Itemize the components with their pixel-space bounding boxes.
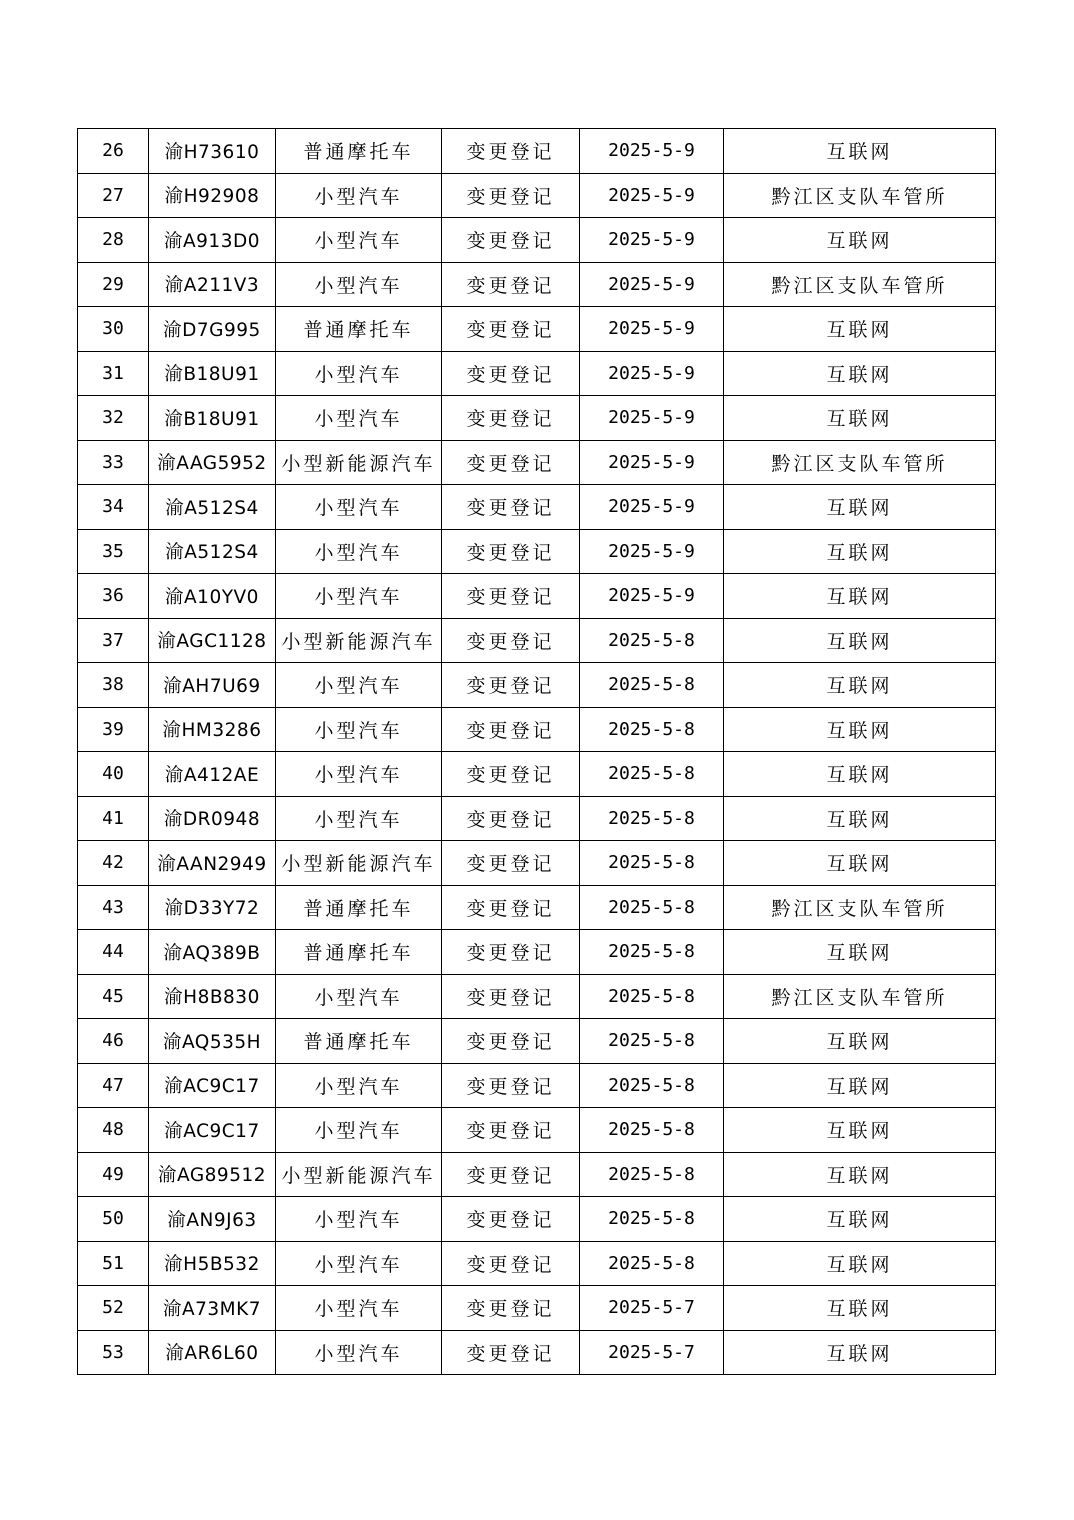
- date-cell: 2025-5-8: [580, 618, 724, 663]
- business-type-cell: 变更登记: [442, 1152, 580, 1197]
- date-cell: 2025-5-8: [580, 1108, 724, 1153]
- business-type-cell: 变更登记: [442, 707, 580, 752]
- plate-number-cell: 渝AG89512: [149, 1152, 276, 1197]
- table-row: [78, 618, 996, 663]
- row-number-cell: 48: [78, 1108, 149, 1153]
- row-number-cell: 33: [78, 440, 149, 485]
- row-number-cell: 38: [78, 663, 149, 708]
- date-cell: 2025-5-9: [580, 129, 724, 174]
- table-row: [78, 1286, 996, 1331]
- plate-number-cell: 渝HM3286: [149, 707, 276, 752]
- plate-number-cell: 渝AC9C17: [149, 1063, 276, 1108]
- business-type-cell: 变更登记: [442, 1286, 580, 1331]
- vehicle-type-cell: 小型汽车: [276, 574, 442, 619]
- date-cell: 2025-5-7: [580, 1330, 724, 1375]
- table-row: [78, 841, 996, 886]
- table-row: [78, 930, 996, 975]
- date-cell: 2025-5-9: [580, 440, 724, 485]
- date-cell: 2025-5-9: [580, 262, 724, 307]
- row-number-cell: 52: [78, 1286, 149, 1331]
- table-row: [78, 307, 996, 352]
- plate-number-cell: 渝AQ535H: [149, 1019, 276, 1064]
- vehicle-type-cell: 小型汽车: [276, 707, 442, 752]
- plate-number-cell: 渝AC9C17: [149, 1108, 276, 1153]
- row-number-cell: 39: [78, 707, 149, 752]
- date-cell: 2025-5-9: [580, 485, 724, 530]
- row-number-cell: 41: [78, 796, 149, 841]
- row-number-cell: 43: [78, 885, 149, 930]
- plate-number-cell: 渝AN9J63: [149, 1197, 276, 1242]
- vehicle-type-cell: 小型汽车: [276, 663, 442, 708]
- business-type-cell: 变更登记: [442, 529, 580, 574]
- vehicle-type-cell: 小型汽车: [276, 1330, 442, 1375]
- table-row: [78, 1241, 996, 1286]
- vehicle-type-cell: 小型新能源汽车: [276, 618, 442, 663]
- date-cell: 2025-5-9: [580, 218, 724, 263]
- table-row: [78, 218, 996, 263]
- table-row: [78, 129, 996, 174]
- plate-number-cell: 渝AQ389B: [149, 930, 276, 975]
- vehicle-type-cell: 小型汽车: [276, 1063, 442, 1108]
- table-row: [78, 262, 996, 307]
- office-cell: 互联网: [724, 529, 996, 574]
- plate-number-cell: 渝A73MK7: [149, 1286, 276, 1331]
- row-number-cell: 40: [78, 752, 149, 797]
- table-row: [78, 396, 996, 441]
- table-row: [78, 440, 996, 485]
- business-type-cell: 变更登记: [442, 574, 580, 619]
- date-cell: 2025-5-9: [580, 351, 724, 396]
- business-type-cell: 变更登记: [442, 796, 580, 841]
- office-cell: 互联网: [724, 1152, 996, 1197]
- vehicle-type-cell: 小型汽车: [276, 752, 442, 797]
- row-number-cell: 46: [78, 1019, 149, 1064]
- plate-number-cell: 渝AGC1128: [149, 618, 276, 663]
- date-cell: 2025-5-8: [580, 663, 724, 708]
- plate-number-cell: 渝A412AE: [149, 752, 276, 797]
- vehicle-type-cell: 小型新能源汽车: [276, 841, 442, 886]
- table-row: [78, 1197, 996, 1242]
- table-row: [78, 1019, 996, 1064]
- vehicle-type-cell: 小型汽车: [276, 796, 442, 841]
- business-type-cell: 变更登记: [442, 663, 580, 708]
- office-cell: 互联网: [724, 1108, 996, 1153]
- vehicle-type-cell: 小型汽车: [276, 529, 442, 574]
- vehicle-type-cell: 小型汽车: [276, 396, 442, 441]
- row-number-cell: 34: [78, 485, 149, 530]
- office-cell: 互联网: [724, 1330, 996, 1375]
- business-type-cell: 变更登记: [442, 752, 580, 797]
- table-row: [78, 707, 996, 752]
- vehicle-type-cell: 普通摩托车: [276, 307, 442, 352]
- vehicle-type-cell: 小型新能源汽车: [276, 1152, 442, 1197]
- date-cell: 2025-5-9: [580, 307, 724, 352]
- date-cell: 2025-5-8: [580, 707, 724, 752]
- office-cell: 互联网: [724, 218, 996, 263]
- vehicle-registration-table: [77, 128, 996, 1375]
- row-number-cell: 35: [78, 529, 149, 574]
- office-cell: 黔江区支队车管所: [724, 440, 996, 485]
- office-cell: 黔江区支队车管所: [724, 262, 996, 307]
- row-number-cell: 51: [78, 1241, 149, 1286]
- vehicle-type-cell: 小型新能源汽车: [276, 440, 442, 485]
- date-cell: 2025-5-9: [580, 396, 724, 441]
- vehicle-type-cell: 普通摩托车: [276, 129, 442, 174]
- date-cell: 2025-5-9: [580, 173, 724, 218]
- plate-number-cell: 渝A512S4: [149, 485, 276, 530]
- date-cell: 2025-5-7: [580, 1286, 724, 1331]
- row-number-cell: 30: [78, 307, 149, 352]
- office-cell: 互联网: [724, 796, 996, 841]
- plate-number-cell: 渝DR0948: [149, 796, 276, 841]
- vehicle-type-cell: 小型汽车: [276, 351, 442, 396]
- plate-number-cell: 渝AH7U69: [149, 663, 276, 708]
- office-cell: 黔江区支队车管所: [724, 173, 996, 218]
- date-cell: 2025-5-8: [580, 885, 724, 930]
- vehicle-type-cell: 小型汽车: [276, 262, 442, 307]
- table-row: [78, 529, 996, 574]
- row-number-cell: 49: [78, 1152, 149, 1197]
- office-cell: 互联网: [724, 1241, 996, 1286]
- business-type-cell: 变更登记: [442, 618, 580, 663]
- vehicle-type-cell: 小型汽车: [276, 1286, 442, 1331]
- plate-number-cell: 渝A211V3: [149, 262, 276, 307]
- business-type-cell: 变更登记: [442, 173, 580, 218]
- date-cell: 2025-5-8: [580, 1197, 724, 1242]
- vehicle-type-cell: 小型汽车: [276, 218, 442, 263]
- table-row: [78, 1063, 996, 1108]
- plate-number-cell: 渝AR6L60: [149, 1330, 276, 1375]
- business-type-cell: 变更登记: [442, 351, 580, 396]
- vehicle-type-cell: 小型汽车: [276, 485, 442, 530]
- date-cell: 2025-5-8: [580, 1019, 724, 1064]
- row-number-cell: 29: [78, 262, 149, 307]
- office-cell: 互联网: [724, 1019, 996, 1064]
- business-type-cell: 变更登记: [442, 841, 580, 886]
- row-number-cell: 27: [78, 173, 149, 218]
- plate-number-cell: 渝H73610: [149, 129, 276, 174]
- table-body: [78, 129, 996, 1375]
- date-cell: 2025-5-8: [580, 974, 724, 1019]
- office-cell: 互联网: [724, 351, 996, 396]
- date-cell: 2025-5-8: [580, 796, 724, 841]
- plate-number-cell: 渝H8B830: [149, 974, 276, 1019]
- table-row: [78, 1330, 996, 1375]
- plate-number-cell: 渝A512S4: [149, 529, 276, 574]
- vehicle-type-cell: 小型汽车: [276, 1241, 442, 1286]
- office-cell: 互联网: [724, 707, 996, 752]
- table-row: [78, 663, 996, 708]
- office-cell: 互联网: [724, 307, 996, 352]
- table-row: [78, 752, 996, 797]
- date-cell: 2025-5-8: [580, 1063, 724, 1108]
- business-type-cell: 变更登记: [442, 885, 580, 930]
- vehicle-type-cell: 小型汽车: [276, 173, 442, 218]
- business-type-cell: 变更登记: [442, 1241, 580, 1286]
- business-type-cell: 变更登记: [442, 1019, 580, 1064]
- plate-number-cell: 渝B18U91: [149, 351, 276, 396]
- vehicle-type-cell: 普通摩托车: [276, 1019, 442, 1064]
- row-number-cell: 53: [78, 1330, 149, 1375]
- office-cell: 互联网: [724, 1063, 996, 1108]
- business-type-cell: 变更登记: [442, 485, 580, 530]
- date-cell: 2025-5-8: [580, 1241, 724, 1286]
- table-row: [78, 173, 996, 218]
- date-cell: 2025-5-8: [580, 930, 724, 975]
- date-cell: 2025-5-8: [580, 841, 724, 886]
- vehicle-type-cell: 小型汽车: [276, 1108, 442, 1153]
- plate-number-cell: 渝AAN2949: [149, 841, 276, 886]
- plate-number-cell: 渝H92908: [149, 173, 276, 218]
- plate-number-cell: 渝B18U91: [149, 396, 276, 441]
- table-row: [78, 796, 996, 841]
- row-number-cell: 44: [78, 930, 149, 975]
- office-cell: 互联网: [724, 618, 996, 663]
- business-type-cell: 变更登记: [442, 440, 580, 485]
- plate-number-cell: 渝A10YV0: [149, 574, 276, 619]
- business-type-cell: 变更登记: [442, 1330, 580, 1375]
- business-type-cell: 变更登记: [442, 1108, 580, 1153]
- office-cell: 互联网: [724, 752, 996, 797]
- row-number-cell: 45: [78, 974, 149, 1019]
- office-cell: 互联网: [724, 1197, 996, 1242]
- business-type-cell: 变更登记: [442, 129, 580, 174]
- office-cell: 互联网: [724, 396, 996, 441]
- vehicle-type-cell: 小型汽车: [276, 1197, 442, 1242]
- table-row: [78, 1108, 996, 1153]
- row-number-cell: 42: [78, 841, 149, 886]
- vehicle-type-cell: 小型汽车: [276, 974, 442, 1019]
- business-type-cell: 变更登记: [442, 307, 580, 352]
- business-type-cell: 变更登记: [442, 1063, 580, 1108]
- office-cell: 互联网: [724, 663, 996, 708]
- date-cell: 2025-5-8: [580, 752, 724, 797]
- business-type-cell: 变更登记: [442, 396, 580, 441]
- date-cell: 2025-5-9: [580, 574, 724, 619]
- vehicle-type-cell: 普通摩托车: [276, 885, 442, 930]
- date-cell: 2025-5-9: [580, 529, 724, 574]
- date-cell: 2025-5-8: [580, 1152, 724, 1197]
- office-cell: 互联网: [724, 841, 996, 886]
- office-cell: 互联网: [724, 129, 996, 174]
- table-row: [78, 1152, 996, 1197]
- row-number-cell: 32: [78, 396, 149, 441]
- row-number-cell: 37: [78, 618, 149, 663]
- row-number-cell: 50: [78, 1197, 149, 1242]
- business-type-cell: 变更登记: [442, 262, 580, 307]
- table-row: [78, 974, 996, 1019]
- business-type-cell: 变更登记: [442, 218, 580, 263]
- business-type-cell: 变更登记: [442, 930, 580, 975]
- plate-number-cell: 渝AAG5952: [149, 440, 276, 485]
- office-cell: 黔江区支队车管所: [724, 974, 996, 1019]
- office-cell: 互联网: [724, 1286, 996, 1331]
- business-type-cell: 变更登记: [442, 1197, 580, 1242]
- office-cell: 互联网: [724, 574, 996, 619]
- business-type-cell: 变更登记: [442, 974, 580, 1019]
- row-number-cell: 47: [78, 1063, 149, 1108]
- row-number-cell: 31: [78, 351, 149, 396]
- row-number-cell: 28: [78, 218, 149, 263]
- table-row: [78, 485, 996, 530]
- plate-number-cell: 渝D7G995: [149, 307, 276, 352]
- office-cell: 互联网: [724, 930, 996, 975]
- row-number-cell: 36: [78, 574, 149, 619]
- office-cell: 互联网: [724, 485, 996, 530]
- plate-number-cell: 渝H5B532: [149, 1241, 276, 1286]
- office-cell: 黔江区支队车管所: [724, 885, 996, 930]
- plate-number-cell: 渝A913D0: [149, 218, 276, 263]
- table-row: [78, 885, 996, 930]
- vehicle-type-cell: 普通摩托车: [276, 930, 442, 975]
- row-number-cell: 26: [78, 129, 149, 174]
- table-row: [78, 574, 996, 619]
- plate-number-cell: 渝D33Y72: [149, 885, 276, 930]
- table-row: [78, 351, 996, 396]
